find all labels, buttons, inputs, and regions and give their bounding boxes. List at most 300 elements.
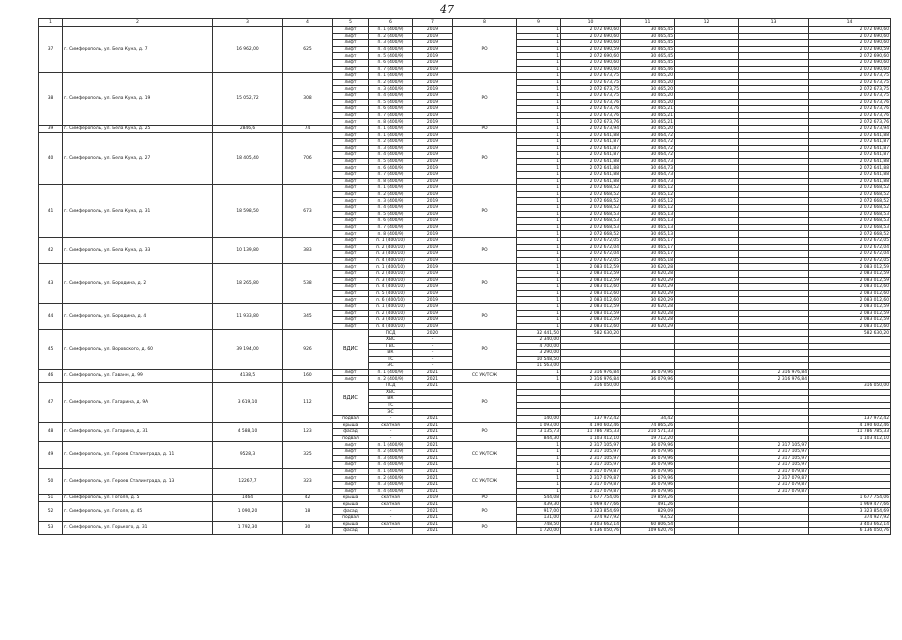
col14-cell: 2 072 668,52 <box>809 205 891 212</box>
unit-cost-cell: 36 079,96 <box>621 455 675 462</box>
residents-cell: 625 <box>283 27 333 73</box>
col13-cell <box>739 343 809 350</box>
quantity-cell: 844,30 <box>517 435 561 442</box>
row-number: 50 <box>39 468 63 494</box>
work-type-cell: лифт <box>333 158 369 165</box>
area-cell: 1464 <box>213 495 283 502</box>
col14-cell: 2 072 641,88 <box>809 165 891 172</box>
table-row <box>39 73 891 80</box>
col12-cell <box>675 125 739 132</box>
col13-cell <box>739 303 809 310</box>
col12-cell <box>675 185 739 192</box>
area-cell: 10 139,80 <box>213 238 283 264</box>
col14-cell <box>809 389 891 396</box>
year-cell <box>413 389 453 396</box>
work-type-cell: крыша <box>333 501 369 508</box>
col14-cell: 2 083 012,59 <box>809 303 891 310</box>
unit-cost-cell: 93,52 <box>621 514 675 521</box>
col14-cell: 2 072 673,75 <box>809 73 891 80</box>
col12-cell <box>675 132 739 139</box>
col13-cell <box>739 356 809 363</box>
year-cell: 2021 <box>413 514 453 521</box>
unit-cost-cell <box>621 409 675 416</box>
quantity-cell <box>517 396 561 403</box>
unit-cost-cell: 30 620,28 <box>621 264 675 271</box>
col14-cell: 316 050,00 <box>809 383 891 390</box>
cost-cell: 2 072 668,52 <box>561 191 621 198</box>
work-type-cell: фасад <box>333 508 369 515</box>
col13-cell <box>739 330 809 337</box>
quantity-cell: 1 <box>517 211 561 218</box>
area-cell: 18 265,80 <box>213 264 283 304</box>
residents-cell: 74 <box>283 125 333 132</box>
unit-cost-cell: 30 620,28 <box>621 310 675 317</box>
work-type-cell: лифт <box>333 205 369 212</box>
table-row <box>39 501 891 508</box>
area-cell: 39 194,00 <box>213 330 283 370</box>
col12-cell <box>675 139 739 146</box>
work-type-cell: лифт <box>333 442 369 449</box>
col13-cell <box>739 132 809 139</box>
year-cell: 2019 <box>413 145 453 152</box>
col13-cell <box>739 508 809 515</box>
quantity-cell: 1 <box>517 481 561 488</box>
unit-cost-cell <box>621 330 675 337</box>
col14-cell: 2 083 012,59 <box>809 264 891 271</box>
year-cell: 2019 <box>413 238 453 245</box>
unit-cost-cell: 36 079,96 <box>621 481 675 488</box>
cost-cell: 2 072 668,52 <box>561 231 621 238</box>
year-cell <box>413 409 453 416</box>
quantity-cell: 1 <box>517 251 561 258</box>
element-cell: п. 2 (400/9) <box>369 475 413 482</box>
element-cell: п. 8 (400/9) <box>369 178 413 185</box>
col12-cell <box>675 33 739 40</box>
residents-cell: 112 <box>283 383 333 423</box>
cost-cell <box>561 363 621 370</box>
col12-cell <box>675 501 739 508</box>
table-row <box>39 369 891 376</box>
col13-cell <box>739 119 809 126</box>
element-cell: ХВС <box>369 336 413 343</box>
year-cell: 2019 <box>413 495 453 502</box>
col13-cell <box>739 277 809 284</box>
element-cell: - <box>369 514 413 521</box>
quantity-cell: 1 <box>517 139 561 146</box>
row-number: 39 <box>39 125 63 132</box>
quantity-cell: 1 <box>517 46 561 53</box>
col12-cell <box>675 198 739 205</box>
unit-cost-cell: 30 465,17 <box>621 251 675 258</box>
cost-cell: 2 317 105,97 <box>561 449 621 456</box>
cost-cell: 2 317 079,87 <box>561 468 621 475</box>
year-cell: - <box>413 350 453 357</box>
work-type-cell: лифт <box>333 86 369 93</box>
unit-cost-cell: 30 465,21 <box>621 112 675 119</box>
cost-cell: 2 072 690,60 <box>561 66 621 73</box>
col13-cell <box>739 383 809 390</box>
year-cell: 2021 <box>413 501 453 508</box>
year-cell: 2019 <box>413 172 453 179</box>
col12-cell <box>675 251 739 258</box>
cost-cell: 2 072 673,75 <box>561 73 621 80</box>
residents-cell: 18 <box>283 501 333 521</box>
quantity-cell: 1 <box>517 462 561 469</box>
work-type-cell: лифт <box>333 27 369 34</box>
quantity-cell: 1 <box>517 376 561 383</box>
col12-cell <box>675 317 739 324</box>
table-body <box>39 27 891 535</box>
col12-cell <box>675 53 739 60</box>
table-row <box>39 185 891 192</box>
residents-cell: 123 <box>283 422 333 442</box>
column-number: 10 <box>561 19 621 27</box>
cost-cell: 2 072 672,04 <box>561 251 621 258</box>
quantity-cell <box>517 402 561 409</box>
unit-cost-cell: 30 465,12 <box>621 191 675 198</box>
work-type-cell: лифт <box>333 145 369 152</box>
residents-cell: 706 <box>283 132 333 185</box>
year-cell: 2019 <box>413 244 453 251</box>
cost-cell: 2 072 673,75 <box>561 86 621 93</box>
col13-cell <box>739 172 809 179</box>
year-cell: 2019 <box>413 185 453 192</box>
col13-cell <box>739 224 809 231</box>
col13-cell <box>739 238 809 245</box>
col14-cell: 2 072 690,60 <box>809 53 891 60</box>
col14-cell <box>809 475 891 482</box>
element-cell: п. 2 (400/9) <box>369 376 413 383</box>
funding-method-cell: РО <box>453 238 517 264</box>
residents-cell: 383 <box>283 238 333 264</box>
col13-cell <box>739 231 809 238</box>
element-cell: скатная <box>369 422 413 429</box>
cost-cell: 2 317 105,97 <box>561 455 621 462</box>
col14-cell: 2 072 668,52 <box>809 185 891 192</box>
year-cell: 2021 <box>413 521 453 528</box>
work-type-cell: лифт <box>333 40 369 47</box>
cost-cell <box>561 409 621 416</box>
year-cell: - <box>413 343 453 350</box>
unit-cost-cell: 30 620,28 <box>621 317 675 324</box>
work-type-cell: лифт <box>333 119 369 126</box>
year-cell: 2021 <box>413 508 453 515</box>
col13-cell <box>739 178 809 185</box>
funding-method-cell: РО <box>453 264 517 304</box>
work-type-cell: лифт <box>333 33 369 40</box>
element-cell: п. 5 (400/9) <box>369 53 413 60</box>
cost-cell: 2 072 672,05 <box>561 238 621 245</box>
work-type-cell: лифт <box>333 53 369 60</box>
cost-cell: 2 083 012,59 <box>561 303 621 310</box>
year-cell: 2021 <box>413 369 453 376</box>
year-cell: 2019 <box>413 99 453 106</box>
unit-cost-cell: 19 712,20 <box>621 435 675 442</box>
unit-cost-cell <box>621 336 675 343</box>
col13-cell <box>739 317 809 324</box>
element-cell: п. 6 (400/9) <box>369 106 413 113</box>
col13-cell <box>739 336 809 343</box>
funding-method-cell: СС УК/ТСЖ <box>453 369 517 382</box>
cost-cell: 2 072 690,60 <box>561 33 621 40</box>
funding-method-cell: СС УК/ТСЖ <box>453 442 517 468</box>
unit-cost-cell <box>621 343 675 350</box>
unit-cost-cell: 30 465,13 <box>621 231 675 238</box>
funding-method-cell: РО <box>453 125 517 132</box>
work-type-cell: лифт <box>333 172 369 179</box>
element-cell: скатная <box>369 521 413 528</box>
work-type-cell: лифт <box>333 59 369 66</box>
cost-cell: 2 072 641,87 <box>561 152 621 159</box>
unit-cost-cell: 60 806,54 <box>621 521 675 528</box>
year-cell: 2019 <box>413 92 453 99</box>
col14-cell: 2 072 641,88 <box>809 132 891 139</box>
col13-cell <box>739 185 809 192</box>
col12-cell <box>675 303 739 310</box>
unit-cost-cell: 109 620,76 <box>621 528 675 535</box>
area-cell: 12267,7 <box>213 468 283 494</box>
column-number: 1 <box>39 19 63 27</box>
col14-cell: 2 072 690,60 <box>809 27 891 34</box>
address-cell: г. Симферополь, ул. Бела Куна, д. 25 <box>63 125 213 132</box>
funding-method-cell: РО <box>453 330 517 370</box>
cost-cell: 2 083 012,60 <box>561 284 621 291</box>
element-cell: п. 6 (400/9) <box>369 218 413 225</box>
unit-cost-cell: 30 465,18 <box>621 257 675 264</box>
cost-cell: 2 072 673,75 <box>561 79 621 86</box>
col12-cell <box>675 231 739 238</box>
work-type-cell: лифт <box>333 376 369 383</box>
work-type-cell: лифт <box>333 231 369 238</box>
col12-cell <box>675 284 739 291</box>
quantity-cell: 1 <box>517 317 561 324</box>
funding-method-cell: РО <box>453 303 517 329</box>
residents-cell: 926 <box>283 330 333 370</box>
cost-cell <box>561 336 621 343</box>
cost-cell: 2 072 673,94 <box>561 125 621 132</box>
quantity-cell: 748,50 <box>517 521 561 528</box>
unit-cost-cell: 30 465,17 <box>621 238 675 245</box>
quantity-cell: 1 <box>517 205 561 212</box>
col13-cell <box>739 79 809 86</box>
quantity-cell: 1 <box>517 290 561 297</box>
quantity-cell: 2 340,00 <box>517 336 561 343</box>
quantity-cell: 1 <box>517 66 561 73</box>
year-cell: 2019 <box>413 165 453 172</box>
year-cell: 2021 <box>413 468 453 475</box>
col14-cell: 1 677 754,06 <box>809 495 891 502</box>
work-type-cell: лифт <box>333 125 369 132</box>
quantity-cell: 1 <box>517 224 561 231</box>
col14-cell: 2 083 012,59 <box>809 317 891 324</box>
quantity-cell: 1 <box>517 238 561 245</box>
work-type-cell: лифт <box>333 185 369 192</box>
table-row <box>39 238 891 245</box>
address-cell: г. Симферополь, ул. Гагарина, д. 31 <box>63 422 213 442</box>
address-cell: г. Симферополь, ул. Героев Сталинграда, д. 11 <box>63 442 213 468</box>
col13-cell <box>739 211 809 218</box>
year-cell: 2021 <box>413 422 453 429</box>
col14-cell: 2 072 673,75 <box>809 92 891 99</box>
cost-cell: 2 072 673,76 <box>561 106 621 113</box>
address-cell: г. Симферополь, ул. Бородина, д. 2 <box>63 264 213 304</box>
col14-cell <box>809 462 891 469</box>
element-cell: п. 3 (400/9) <box>369 145 413 152</box>
work-type-cell: лифт <box>333 165 369 172</box>
col13-cell <box>739 66 809 73</box>
year-cell: 2021 <box>413 383 453 390</box>
element-cell: п. 2 (400/9) <box>369 191 413 198</box>
address-cell: г. Симферополь, ул. Гоголя, д. 45 <box>63 501 213 521</box>
cost-cell: 2 072 641,87 <box>561 139 621 146</box>
unit-cost-cell: 30 465,12 <box>621 185 675 192</box>
row-number: 47 <box>39 383 63 423</box>
row-number: 51 <box>39 495 63 502</box>
col13-cell <box>739 495 809 502</box>
unit-cost-cell <box>621 389 675 396</box>
column-number: 13 <box>739 19 809 27</box>
col12-cell <box>675 369 739 376</box>
cost-cell: 2 317 105,97 <box>561 442 621 449</box>
col13-cell <box>739 99 809 106</box>
element-cell: ТС <box>369 402 413 409</box>
element-cell: п. 4 (400/9) <box>369 152 413 159</box>
row-number: 52 <box>39 501 63 521</box>
col13-cell: 2 317 105,97 <box>739 455 809 462</box>
element-cell: - <box>369 528 413 535</box>
col12-cell <box>675 86 739 93</box>
col14-cell: 2 072 641,87 <box>809 152 891 159</box>
quantity-cell <box>517 409 561 416</box>
col14-cell <box>809 442 891 449</box>
col13-cell <box>739 53 809 60</box>
col13-cell: 2 317 079,87 <box>739 488 809 495</box>
quantity-cell: 1 <box>517 475 561 482</box>
element-cell: п. 1 (400/10) <box>369 264 413 271</box>
row-number: 46 <box>39 369 63 382</box>
cost-cell: 2 072 673,75 <box>561 92 621 99</box>
work-type-cell: лифт <box>333 46 369 53</box>
element-cell: п. 3 (400/10) <box>369 277 413 284</box>
element-cell: п. 4 (400/9) <box>369 488 413 495</box>
unit-cost-cell: 30 464,73 <box>621 165 675 172</box>
quantity-cell: 3 290,00 <box>517 350 561 357</box>
cost-cell: 2 072 668,53 <box>561 211 621 218</box>
unit-cost-cell: 36 079,96 <box>621 488 675 495</box>
col12-cell <box>675 40 739 47</box>
row-number: 42 <box>39 238 63 264</box>
col13-cell <box>739 284 809 291</box>
col12-cell <box>675 106 739 113</box>
year-cell: 2019 <box>413 59 453 66</box>
col13-cell <box>739 389 809 396</box>
cost-cell: 2 316 976,84 <box>561 376 621 383</box>
unit-cost-cell: 30 465,20 <box>621 86 675 93</box>
year-cell: 2019 <box>413 132 453 139</box>
row-number: 49 <box>39 442 63 468</box>
col12-cell <box>675 521 739 528</box>
unit-cost-cell: 30 465,45 <box>621 46 675 53</box>
area-cell: 3 619,10 <box>213 383 283 423</box>
column-number: 6 <box>369 19 413 27</box>
cost-cell: 2 072 672,04 <box>561 244 621 251</box>
work-type-cell: лифт <box>333 139 369 146</box>
cost-cell: 2 083 012,59 <box>561 317 621 324</box>
column-number-row <box>39 19 891 27</box>
unit-cost-cell: 30 464,73 <box>621 178 675 185</box>
work-type-cell: фасад <box>333 429 369 436</box>
unit-cost-cell: 30 465,45 <box>621 53 675 60</box>
col12-cell <box>675 112 739 119</box>
year-cell: 2019 <box>413 112 453 119</box>
table-row <box>39 521 891 528</box>
col12-cell <box>675 508 739 515</box>
col14-cell: 2 072 672,05 <box>809 257 891 264</box>
col12-cell <box>675 336 739 343</box>
col12-cell <box>675 389 739 396</box>
col12-cell <box>675 290 739 297</box>
year-cell: 2019 <box>413 158 453 165</box>
work-type-cell: лифт <box>333 152 369 159</box>
year-cell: 2019 <box>413 119 453 126</box>
element-cell: п. 1 (400/10) <box>369 238 413 245</box>
row-number: 43 <box>39 264 63 304</box>
funding-method-cell: РО <box>453 501 517 521</box>
element-cell: ХВС <box>369 389 413 396</box>
element-cell: п. 8 (400/9) <box>369 119 413 126</box>
col14-cell: 2 072 673,76 <box>809 112 891 119</box>
col12-cell <box>675 409 739 416</box>
funding-method-cell: РО <box>453 132 517 185</box>
col12-cell <box>675 244 739 251</box>
col12-cell <box>675 27 739 34</box>
col12-cell <box>675 402 739 409</box>
col14-cell: 2 072 668,52 <box>809 198 891 205</box>
funding-method-cell: РО <box>453 521 517 534</box>
element-cell: п. 3 (400/9) <box>369 86 413 93</box>
col12-cell <box>675 323 739 330</box>
element-cell: п. 4 (400/10) <box>369 323 413 330</box>
residents-cell: 345 <box>283 303 333 329</box>
col14-cell: 2 083 012,60 <box>809 284 891 291</box>
quantity-cell: 1 <box>517 218 561 225</box>
year-cell: 2019 <box>413 224 453 231</box>
col12-cell <box>675 297 739 304</box>
cost-cell: 3 403 662,14 <box>561 521 621 528</box>
table-row <box>39 468 891 475</box>
element-cell: - <box>369 508 413 515</box>
work-type-cell: лифт <box>333 284 369 291</box>
col14-cell: 2 083 012,59 <box>809 310 891 317</box>
table-row <box>39 125 891 132</box>
repair-program-table-sheet <box>38 18 890 535</box>
cost-cell: 2 072 641,87 <box>561 145 621 152</box>
col14-cell: 2 072 641,88 <box>809 158 891 165</box>
col12-cell <box>675 178 739 185</box>
cost-cell: 1 103 412,10 <box>561 435 621 442</box>
residents-cell: 160 <box>283 369 333 382</box>
year-cell: 2021 <box>413 528 453 535</box>
col14-cell: 2 072 673,94 <box>809 125 891 132</box>
row-number: 53 <box>39 521 63 534</box>
cost-cell <box>561 343 621 350</box>
work-type-cell: лифт <box>333 270 369 277</box>
col12-cell <box>675 330 739 337</box>
col14-cell: 2 083 012,59 <box>809 277 891 284</box>
col12-cell <box>675 224 739 231</box>
cost-cell: 374 927,92 <box>561 514 621 521</box>
year-cell: 2021 <box>413 449 453 456</box>
